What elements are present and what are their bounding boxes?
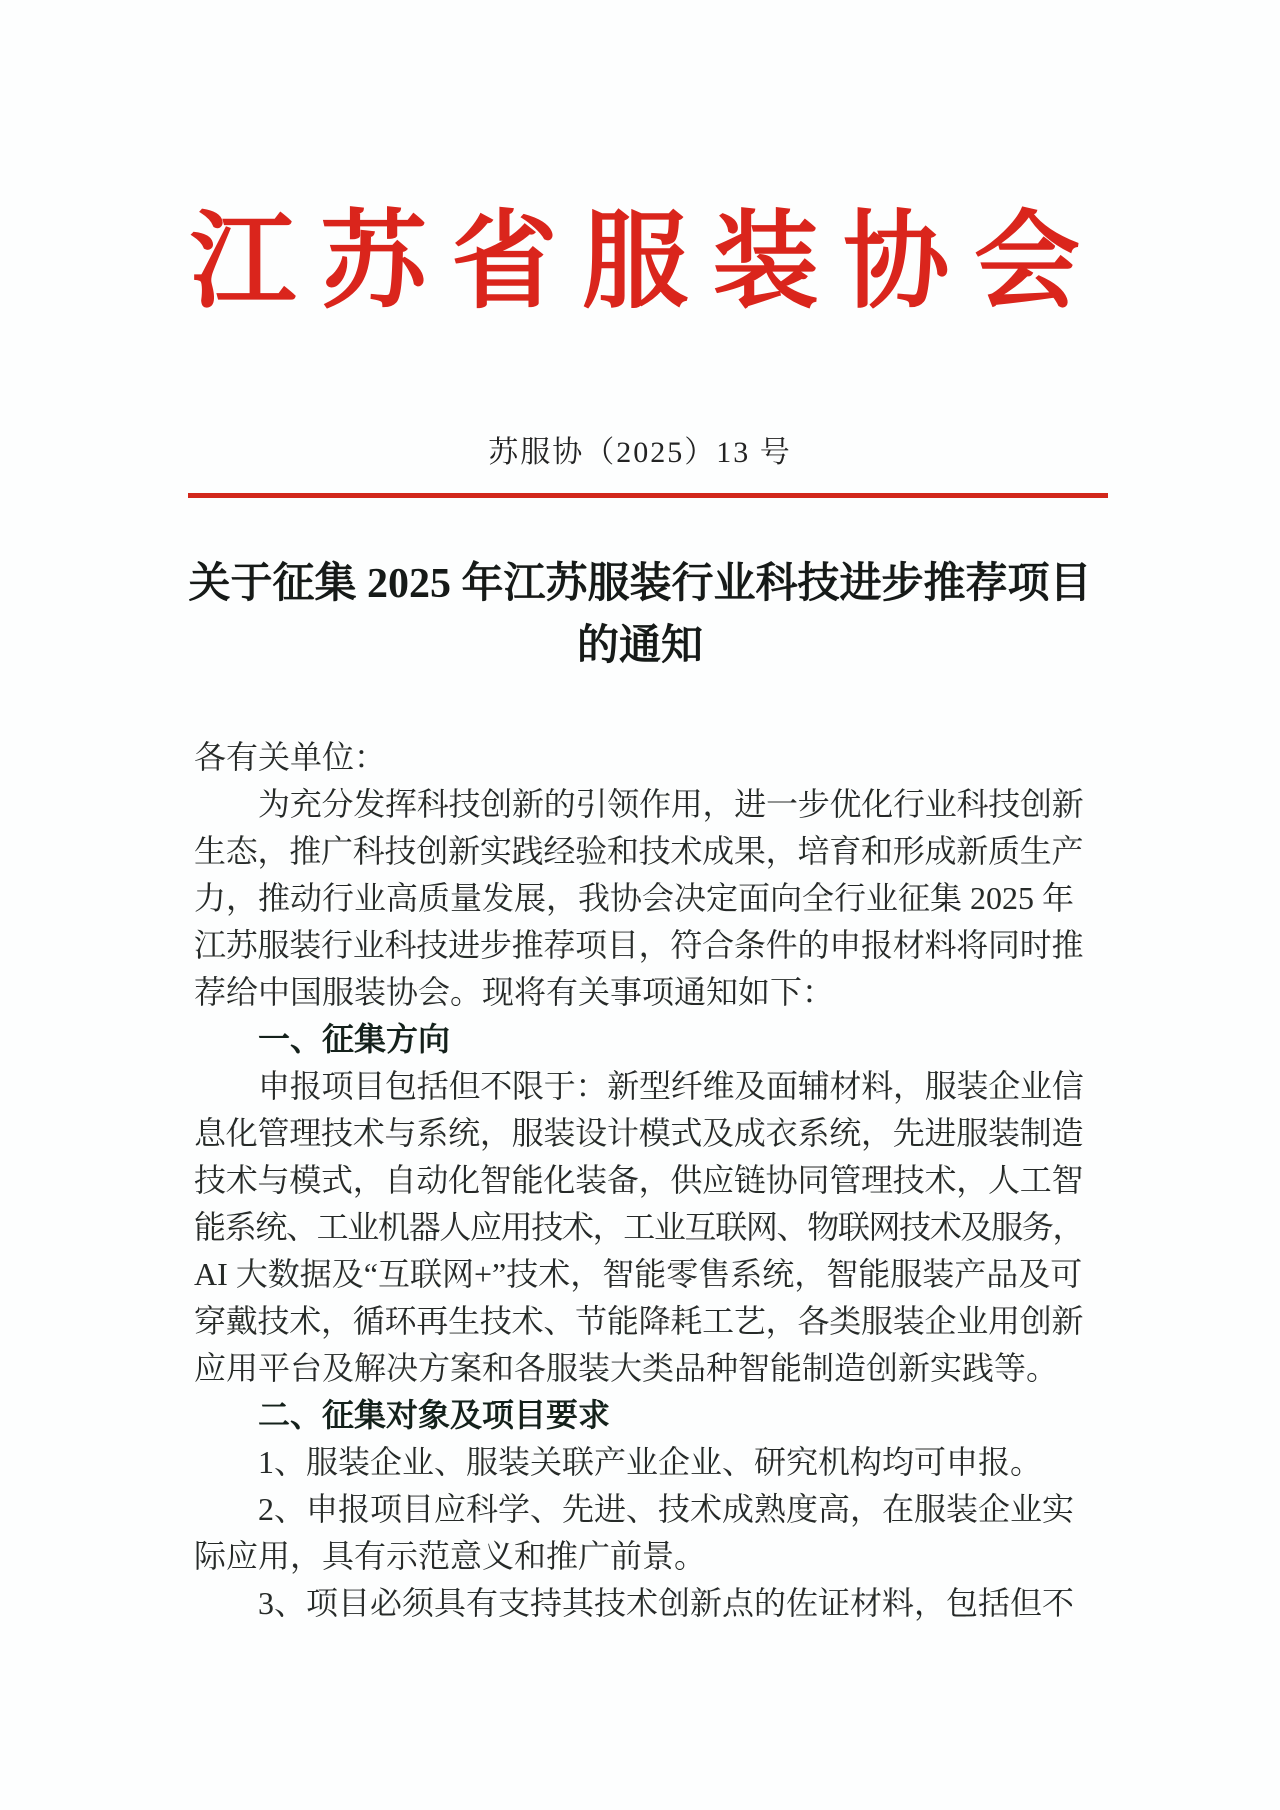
notice-title-line-2: 的通知 — [576, 623, 703, 669]
section-heading: 一、征集方向 — [258, 1021, 451, 1057]
body-line: 3、项目必须具有支持其技术创新点的佐证材料，包括但不 — [258, 1585, 1075, 1621]
org-title-char: 协 — [843, 204, 950, 321]
body-line: 息化管理技术与系统，服装设计模式及成衣系统，先进服装制造 — [194, 1115, 1084, 1151]
body-line: 穿戴技术，循环再生技术、节能降耗工艺，各类服装企业用创新 — [194, 1303, 1084, 1339]
body-line: 各有关单位： — [194, 739, 387, 775]
body-line: 申报项目包括但不限于：新型纤维及面辅材料，服装企业信 — [258, 1068, 1084, 1104]
body-line: 为充分发挥科技创新的引领作用，进一步优化行业科技创新 — [258, 786, 1084, 822]
body-line: 能系统、工业机器人应用技术，工业互联网、物联网技术及服务， — [194, 1209, 1084, 1245]
section-heading: 二、征集对象及项目要求 — [258, 1397, 611, 1433]
body-line: 1、服装企业、服装关联产业企业、研究机构均可申报。 — [258, 1444, 1043, 1480]
org-title-char: 江 — [190, 204, 296, 321]
notice-title-line-1: 关于征集 2025 年江苏服装行业科技进步推荐项目 — [188, 561, 1092, 607]
doc-number: 苏服协（2025）13 号 — [488, 436, 792, 469]
body-line: 技术与模式，自动化智能化装备，供应链协同管理技术，人工智 — [194, 1162, 1084, 1198]
org-title-char: 省 — [451, 204, 558, 321]
body-line: 力，推动行业高质量发展，我协会决定面向全行业征集 2025 年 — [194, 880, 1075, 916]
body-line: 江苏服装行业科技进步推荐项目，符合条件的申报材料将同时推 — [194, 927, 1084, 963]
org-title-char: 服 — [581, 204, 688, 321]
notice-title — [180, 553, 1100, 677]
body-line: 际应用，具有示范意义和推广前景。 — [194, 1538, 707, 1574]
red-divider-line — [188, 493, 1108, 498]
org-title-char: 会 — [973, 204, 1080, 321]
body-line: 2、申报项目应科学、先进、技术成熟度高，在服装企业实 — [258, 1491, 1075, 1527]
body-line: 应用平台及解决方案和各服装大类品种智能制造创新实践等。 — [194, 1350, 1059, 1386]
body-line: 荐给中国服装协会。现将有关事项通知如下： — [194, 974, 835, 1010]
org-title — [190, 196, 1080, 330]
notice-body — [180, 734, 1100, 1627]
org-title-char: 装 — [712, 204, 819, 321]
body-line: AI 大数据及“互联网+”技术，智能零售系统，智能服装产品及可 — [194, 1256, 1083, 1292]
document-page — [180, 0, 1100, 1627]
org-title-char: 苏 — [320, 204, 427, 321]
body-line: 生态，推广科技创新实践经验和技术成果，培育和形成新质生产 — [194, 833, 1084, 869]
